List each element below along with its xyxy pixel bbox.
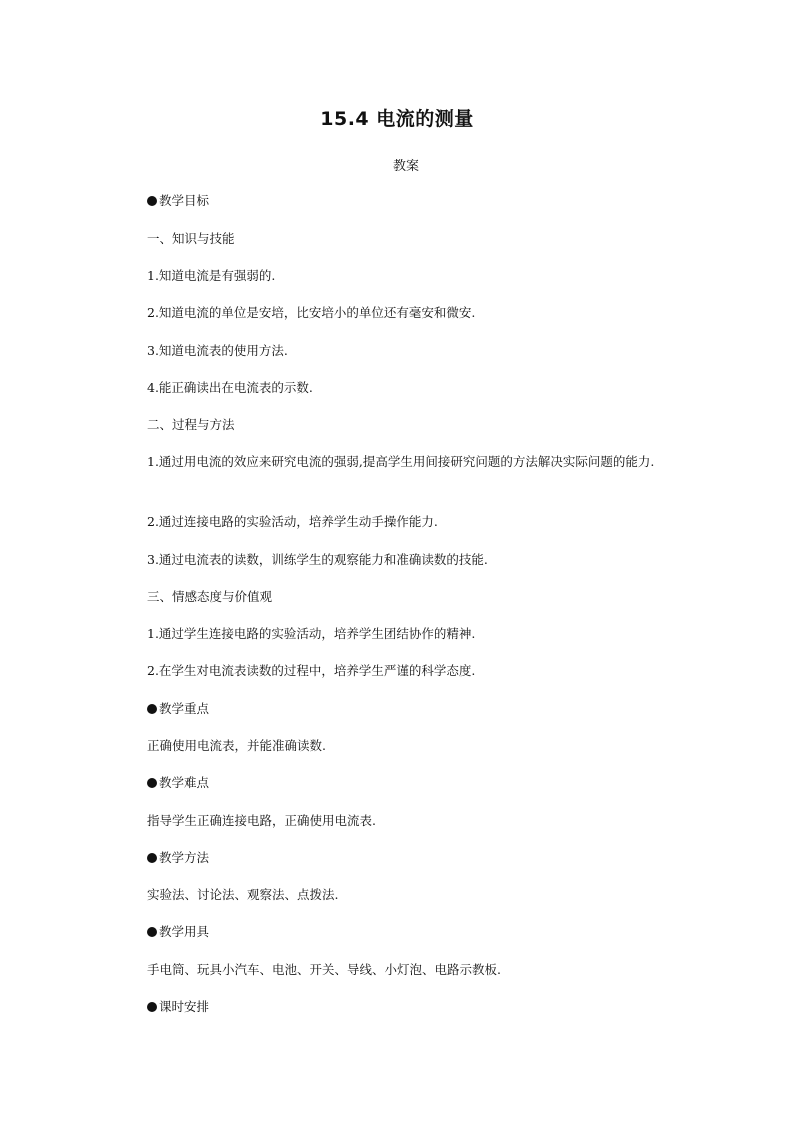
bullet-icon xyxy=(147,778,157,788)
bullet-icon xyxy=(147,927,157,937)
knowledge-item-1: 1.知道电流是有强弱的. xyxy=(147,268,276,283)
heading-tools: 教学用具 xyxy=(147,923,209,941)
difficulty-text: 指导学生正确连接电路，正确使用电流表. xyxy=(147,813,376,828)
heading-schedule: 课时安排 xyxy=(147,998,209,1016)
process-item-1: 1.通过用电流的效应来研究电流的强弱,提高学生用间接研究问题的方法解决实际问题的能力. xyxy=(147,454,655,469)
emotion-item-1: 1.通过学生连接电路的实验活动，培养学生团结协作的精神. xyxy=(147,626,476,641)
heading-method: 教学方法 xyxy=(147,849,209,867)
bullet-icon xyxy=(147,704,157,714)
tools-text: 手电筒、玩具小汽车、电池、开关、导线、小灯泡、电路示教板. xyxy=(147,962,501,977)
heading-process: 二、过程与方法 xyxy=(147,417,235,432)
document-title: 15.4 电流的测量 xyxy=(320,108,474,130)
bullet-icon xyxy=(147,853,157,863)
document-subtitle: 教案 xyxy=(392,159,419,174)
bullet-icon xyxy=(147,196,157,206)
knowledge-item-4: 4.能正确读出在电流表的示数. xyxy=(147,380,313,395)
process-item-3: 3.通过电流表的读数，训练学生的观察能力和准确读数的技能. xyxy=(147,552,488,567)
method-text: 实验法、讨论法、观察法、点拨法. xyxy=(147,887,339,902)
heading-key: 教学重点 xyxy=(147,700,209,718)
key-text: 正确使用电流表，并能准确读数. xyxy=(147,738,326,753)
emotion-item-2: 2.在学生对电流表读数的过程中，培养学生严谨的科学态度. xyxy=(147,663,476,678)
knowledge-item-3: 3.知道电流表的使用方法. xyxy=(147,343,288,358)
heading-knowledge: 一、知识与技能 xyxy=(147,231,235,246)
heading-emotion: 三、情感态度与价值观 xyxy=(147,589,273,604)
heading-objectives: 教学目标 xyxy=(147,192,209,210)
bullet-icon xyxy=(147,1002,157,1012)
process-item-2: 2.通过连接电路的实验活动，培养学生动手操作能力. xyxy=(147,514,438,529)
knowledge-item-2: 2.知道电流的单位是安培，比安培小的单位还有毫安和微安. xyxy=(147,305,476,320)
heading-difficulty: 教学难点 xyxy=(147,774,209,792)
